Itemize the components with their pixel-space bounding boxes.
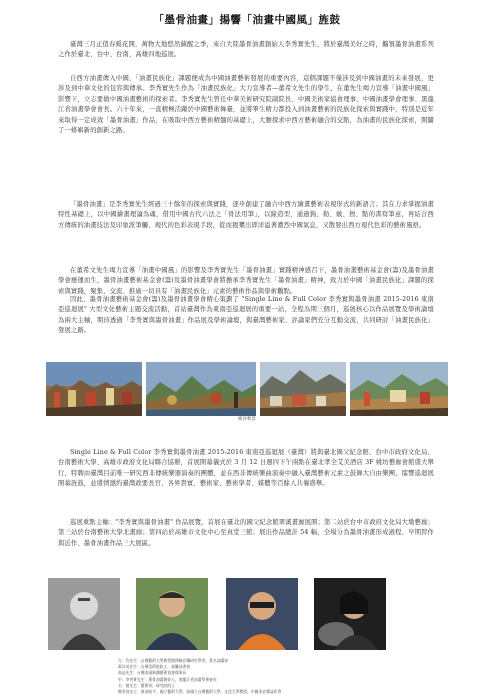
paragraph-tour-schedule: 巡展重點主軸："李秀實與墨骨油畫" 作品展覽，首展在臺北的國父紀念館翠溪畫廊展開；第二站於台中市政府文化局大墩藝廊；第三站於台南藝術大學北畫廊；第四站於高雄市文化中心至真堂三館；展出作品總計 54 幅，全場分為墨骨油畫形成過程、早期習作與近作、墨骨油畫作品三大展區。 [58, 519, 434, 547]
portrait-photo [136, 578, 208, 650]
photo-caption-line: 右：趙先生：藝術家，研究院院士 [118, 682, 175, 688]
portrait-photo [314, 578, 386, 650]
painting-image [146, 362, 256, 416]
paragraph-opening-ceremony: Single Line & Full Color 李秀實與墨骨油畫 2015-2016 東南亞巡迴展（臺灣）將與臺北國父紀念館、台中市政府文化局、台南藝術大學、高雄市政府文化局聯合協辦，首展開幕儀式於 3 月 12 日週四下午兩點在臺北孝全艾美酒店 3F 姚坊藝廊會館盛大舉行，特聘由臺灣目前唯一研究西非傳統樂器演奏的團體，並在西非傳統樂曲演奏中融入臺灣藝術元素之鼓舞大自由樂團，擂響巡迴展開幕旌鼓，並盛情邀約臺灣政要長官、各界貴賓、藝術家、藝術學者、媒體等百餘人共襄盛舉。 [58, 449, 434, 488]
portrait-photo [48, 578, 120, 650]
photo-caption-line: 萬其英先生：台灣美術院院士，東籬詩書苑 [118, 664, 191, 670]
paragraph-intro: 臺灣三月正值春暖花開，萬物大地悠然蘇醒之季，來自大陸墨骨油畫創始人李秀實先生，將於臺灣美好之時，攜領墨骨油畫系列之作於臺北、台中、台南、高雄四地巡展。 [58, 41, 434, 59]
painting-image [260, 362, 346, 416]
paragraph-mogu-definition: 「墨骨油畫」是李秀實先生經過三十餘年的探索與實踐，逐步創建了融合中西方繪畫藝術表現形式的新語言；其在力求掌握油畫特性基礎上，以中國繪畫理論為魂，借用中國古代六法之「骨法用筆」，以線造型，通過鉤、勒、皴、擦、點的書寫筆意，再結合西方傳統的油畫技法及印象派筆觸、現代的色彩表現手段，從而揭櫫出即洋溢著濃烈中國氣息，又散發出西方現代色彩的藝術風格。 [58, 201, 434, 229]
photo-caption-line: 鄭秀貞女士：資深鼓手，國立藝術大學、前國立台灣藝術大學、文化大學教授，中國金音雜誌作者 [118, 689, 282, 695]
paragraph-exhibition-plan: 因此，墨骨油畫藝術基金會(籌)及墨骨油畫學會精心策劃了 "Single Line & Full Color 李秀實與墨骨油畫 2015-2016 東南亞巡迴展" 大型文化藝術主題交流活動，首站臺灣作為東南亞巡迴展的重要一站，全程為期三個月，巡展核心以作品展覽及學術論壇為兩大主軸，期待透過「李秀實與墨骨油畫」作品展及學術論壇，與臺灣藝術家、評論家們充分互動交流，共同研討「油畫民族化」發展之路。 [58, 296, 434, 335]
paragraph-background: 自西方油畫傳入中國，「油畫民族化」課題便成為中國油畫藝術發展的重要內容，這個課題不僅涉及到中國油畫的未來發展，更涉及到中華文化的包容與傳承。李秀實先生作為「油畫民族化」大力宣導者—董希文先生的學生，在董先生竭力宣導「油畫中國風」影響下，立志要做中國油畫藝術的探索者。李秀實先生曾任中華美術研究院副院長、中國美術家協會理事、中國油畫學會理事、黑龍江省油畫學會會長。六十年來，一直精極活躍於中國藝術舞臺，並將畢生精力都投入到油畫藝術的民族化探索與實踐中，特別是近年來取得一定成效「墨骨油畫」作品，在吸取中西方藝術精髓的基礎上，大膽探求中西方藝術融合的交點，為油畫的民族化探索，開闢了一條嶄新的創新之路。 [58, 75, 434, 135]
painting-caption: 峽谷秋景 [238, 417, 256, 422]
paintings-strip [46, 362, 448, 424]
painting-image [350, 362, 448, 416]
photo-caption [118, 658, 368, 695]
photo-caption-line: 中：李秀實先生：墨骨油畫創始人、黑龍江省油畫學會會長 [118, 676, 217, 682]
photo-caption-line: 左：均先生：台灣藝術大學教授暨傳統音樂研究學者，著名油畫家 [118, 658, 229, 663]
page-title: 「墨骨油畫」揚響「油畫中國風」旌鼓 [153, 14, 341, 26]
photo-caption-line: 高品先生：台灣表現新潮藝術協會理事長 [118, 670, 187, 676]
painting-image [46, 362, 142, 416]
paragraph-foundation: 在董希文先生竭力宣導「油畫中國風」的影響及李秀實先生「墨骨油畫」實踐精神感召下，墨骨油畫藝術基金會(籌)及墨骨油畫學會應運而生，墨骨油畫藝術基金會(籌)及墨骨油畫學會將擔承李秀實先生「墨骨油畫」精神，致力於中國「油畫民族化」課題的探索與實踐，聚集、交流、推廣一切具有「油畫民族化」元素的藝術作品與學術觀點。 [58, 267, 434, 295]
portrait-photo [226, 578, 298, 650]
